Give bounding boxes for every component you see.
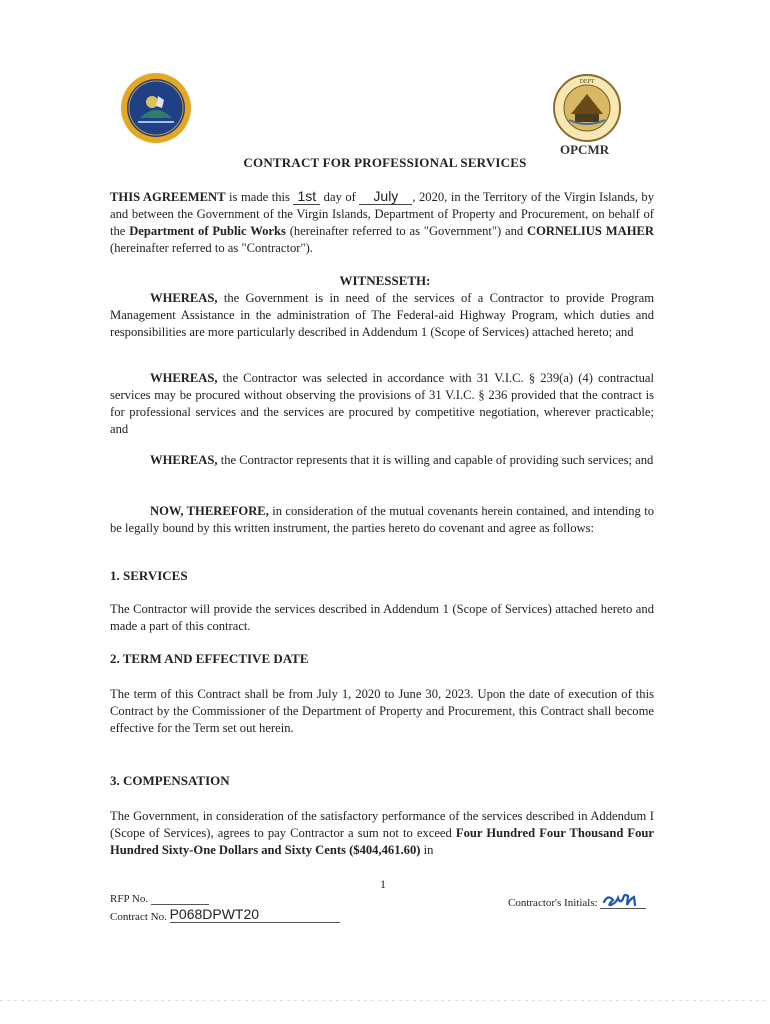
contract-number-blank [170,906,340,923]
now-therefore-text: in consideration of the mutual covenants herein contained, and intending to be legally bound by this written instrument, the parties hereto do covenant and agree as follows: [110,504,654,535]
agreement-text-5: (hereinafter referred to as "Contractor"). [110,241,313,255]
contract-number-label: Contract No. [110,911,167,923]
whereas-2-text: the Contractor was selected in accordance with 31 V.I.C. § 239(a) (4) contractual services may be procured without observing the provisions of 31 V.I.C. § 236 provided that the contract is for professional services and the services are procured by competitive negotiation, wherever practicable; and [110,371,654,436]
svg-text:DEPT: DEPT [579,79,595,85]
agreement-text-4: (hereinafter referred to as "Government") and [285,224,528,238]
contractor-initials [508,890,646,909]
whereas-paragraph-2 [110,370,654,438]
section-3-text-body: The Government, in consideration of the satisfactory performance of the services described in Addendum I (Scope of Services), agrees to pay Contractor a sum not to exceed [110,809,654,840]
agreement-text-3: , 2020, in the Territory of the Virgin Islands, by and between the Government of the Virgin Islands, Department of Property and Procurement, on behalf of the [110,190,654,238]
agreement-text-2: day of [320,190,360,204]
scan-edge [0,1000,770,1001]
agreement-lead: THIS AGREEMENT [110,190,226,204]
day-field: 1st [293,188,320,205]
government-seal-icon [120,72,192,144]
section-3-heading: 3. COMPENSATION [110,773,230,788]
initials-signature-icon [600,890,646,909]
agreement-text-1: is made this [225,190,294,204]
agreement-paragraph [110,188,654,257]
document-title: CONTRACT FOR PROFESSIONAL SERVICES [243,155,527,170]
whereas-paragraph-3 [110,452,654,469]
section-3-text-tail: in [420,843,434,857]
contract-number: P068DPWT20 [169,906,260,922]
month-field: July [359,188,412,205]
seal-caption: OPCMR [560,142,610,157]
initials-label: Contractor's Initials: [508,897,598,909]
rfp-line [110,893,209,905]
page-number: 1 [380,877,386,891]
now-therefore-lead: NOW, THEREFORE, [150,504,269,518]
whereas-1-lead: WHEREAS, [150,291,218,305]
contract-number-line [110,906,340,923]
whereas-2-lead: WHEREAS, [150,371,218,385]
department-seal-icon [553,74,621,142]
witnesseth-heading: WITNESSETH: [339,273,431,288]
rfp-blank [151,904,209,905]
whereas-3-text: the Contractor represents that it is willing and capable of providing such services; and [217,453,654,467]
section-3-text [110,808,654,859]
rfp-label: RFP No. [110,893,149,905]
now-therefore-paragraph [110,503,654,537]
section-1-heading: 1. SERVICES [110,568,188,583]
department-name: Department of Public Works [129,224,286,238]
whereas-1-text: the Government is in need of the services of a Contractor to provide Program Management Assistance in the administration of The Federal-aid Highway Program, which duties and responsibilities are more particularly described in Addendum 1 (Scope of Services) attached hereto; and [110,291,654,339]
whereas-3-lead: WHEREAS, [150,453,218,467]
section-2-heading: 2. TERM AND EFFECTIVE DATE [110,651,309,666]
compensation-amount: Four Hundred Four Thousand Four Hundred Sixty-One Dollars and Sixty Cents ($404,461.60) [110,826,655,857]
whereas-paragraph-1 [110,290,654,341]
section-2-text: The term of this Contract shall be from July 1, 2020 to June 30, 2023. Upon the date of execution of this Contract by the Commissioner of the Department of Property and Procurement, this Contract shall become effective for the Term set out herein. [110,687,654,735]
section-1-text: The Contractor will provide the services described in Addendum 1 (Scope of Services) attached hereto and made a part of this contract. [110,602,654,633]
contractor-name: CORNELIUS MAHER [527,224,654,238]
